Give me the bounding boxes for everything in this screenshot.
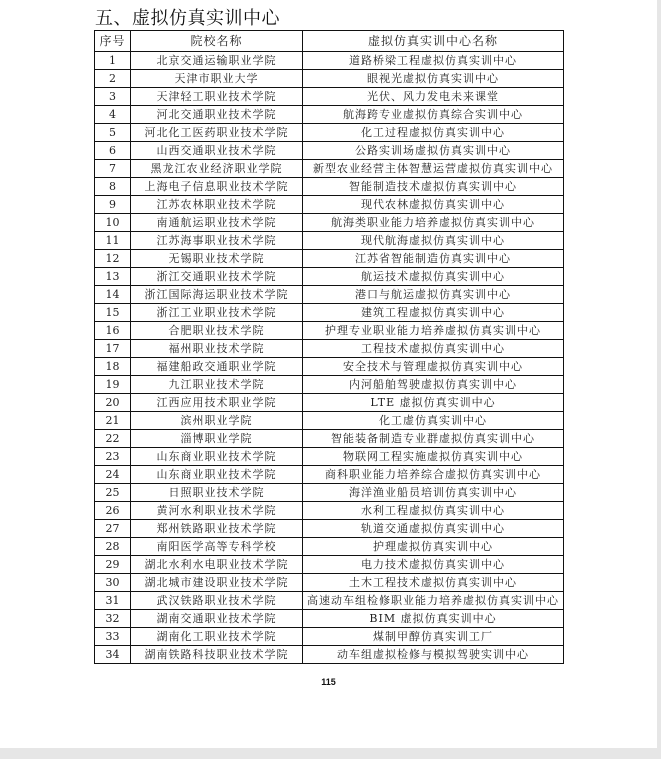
table-row: [95, 70, 564, 88]
school-cell: 浙江工业职业技术学院: [131, 304, 303, 322]
center-cell: 航海跨专业虚拟仿真综合实训中心: [303, 106, 564, 124]
center-cell: 航运技术虚拟仿真实训中心: [303, 268, 564, 286]
index-cell: 28: [95, 538, 131, 556]
center-cell: 水利工程虚拟仿真实训中心: [303, 502, 564, 520]
center-cell: 煤制甲醇仿真实训工厂: [303, 628, 564, 646]
center-cell: 护理虚拟仿真实训中心: [303, 538, 564, 556]
school-cell: 南通航运职业技术学院: [131, 214, 303, 232]
index-cell: 21: [95, 412, 131, 430]
table-row: [95, 646, 564, 664]
index-cell: 17: [95, 340, 131, 358]
index-cell: 19: [95, 376, 131, 394]
index-cell: 31: [95, 592, 131, 610]
index-cell: 9: [95, 196, 131, 214]
school-cell: 湖南化工职业技术学院: [131, 628, 303, 646]
table-row: [95, 394, 564, 412]
table-row: [95, 592, 564, 610]
table-row: [95, 214, 564, 232]
center-cell: 航海类职业能力培养虚拟仿真实训中心: [303, 214, 564, 232]
table-header-row: [95, 31, 564, 52]
table-row: [95, 322, 564, 340]
school-cell: 浙江国际海运职业技术学院: [131, 286, 303, 304]
school-cell: 郑州铁路职业技术学院: [131, 520, 303, 538]
table-row: [95, 502, 564, 520]
school-cell: 山西交通职业技术学院: [131, 142, 303, 160]
header-index: 序号: [95, 31, 131, 52]
index-cell: 12: [95, 250, 131, 268]
table-row: [95, 142, 564, 160]
index-cell: 20: [95, 394, 131, 412]
table-row: [95, 178, 564, 196]
school-cell: 山东商业职业技术学院: [131, 466, 303, 484]
center-cell: 智能制造技术虚拟仿真实训中心: [303, 178, 564, 196]
section-title: 五、虚拟仿真实训中心: [95, 8, 280, 29]
table-row: [95, 538, 564, 556]
school-cell: 上海电子信息职业技术学院: [131, 178, 303, 196]
school-cell: 南阳医学高等专科学校: [131, 538, 303, 556]
school-cell: 江苏农林职业技术学院: [131, 196, 303, 214]
table-row: [95, 340, 564, 358]
index-cell: 15: [95, 304, 131, 322]
school-cell: 湖南交通职业技术学院: [131, 610, 303, 628]
school-cell: 浙江交通职业技术学院: [131, 268, 303, 286]
school-cell: 黑龙江农业经济职业学院: [131, 160, 303, 178]
index-cell: 11: [95, 232, 131, 250]
school-cell: 天津市职业大学: [131, 70, 303, 88]
table-row: [95, 484, 564, 502]
table-row: [95, 628, 564, 646]
table-row: [95, 250, 564, 268]
index-cell: 1: [95, 52, 131, 70]
school-cell: 淄博职业学院: [131, 430, 303, 448]
school-cell: 无锡职业技术学院: [131, 250, 303, 268]
page-number: 115: [321, 677, 336, 687]
table-row: [95, 466, 564, 484]
index-cell: 30: [95, 574, 131, 592]
school-cell: 福州职业技术学院: [131, 340, 303, 358]
center-cell: 物联网工程实施虚拟仿真实训中心: [303, 448, 564, 466]
school-cell: 日照职业技术学院: [131, 484, 303, 502]
table-row: [95, 448, 564, 466]
table-row: [95, 268, 564, 286]
table-row: [95, 358, 564, 376]
table-row: [95, 520, 564, 538]
school-cell: 福建船政交通职业学院: [131, 358, 303, 376]
school-cell: 九江职业技术学院: [131, 376, 303, 394]
center-cell: 商科职业能力培养综合虚拟仿真实训中心: [303, 466, 564, 484]
index-cell: 27: [95, 520, 131, 538]
center-cell: 轨道交通虚拟仿真实训中心: [303, 520, 564, 538]
center-cell: 光伏、风力发电未来课堂: [303, 88, 564, 106]
school-cell: 黄河水利职业技术学院: [131, 502, 303, 520]
center-cell: 江苏省智能制造仿真实训中心: [303, 250, 564, 268]
index-cell: 10: [95, 214, 131, 232]
center-cell: 眼视光虚拟仿真实训中心: [303, 70, 564, 88]
school-cell: 江西应用技术职业学院: [131, 394, 303, 412]
school-cell: 湖北水利水电职业技术学院: [131, 556, 303, 574]
center-cell: 护理专业职业能力培养虚拟仿真实训中心: [303, 322, 564, 340]
index-cell: 6: [95, 142, 131, 160]
center-cell: 公路实训场虚拟仿真实训中心: [303, 142, 564, 160]
index-cell: 4: [95, 106, 131, 124]
index-cell: 7: [95, 160, 131, 178]
index-cell: 23: [95, 448, 131, 466]
table-row: [95, 574, 564, 592]
table-row: [95, 52, 564, 70]
index-cell: 32: [95, 610, 131, 628]
table-row: [95, 196, 564, 214]
header-school: 院校名称: [131, 31, 303, 52]
index-cell: 25: [95, 484, 131, 502]
index-cell: 2: [95, 70, 131, 88]
index-cell: 33: [95, 628, 131, 646]
table-row: [95, 232, 564, 250]
header-center: 虚拟仿真实训中心名称: [303, 31, 564, 52]
index-cell: 16: [95, 322, 131, 340]
center-cell: 安全技术与管理虚拟仿真实训中心: [303, 358, 564, 376]
table-row: [95, 160, 564, 178]
index-cell: 26: [95, 502, 131, 520]
index-cell: 22: [95, 430, 131, 448]
index-cell: 14: [95, 286, 131, 304]
center-cell: 新型农业经营主体智慧运营虚拟仿真实训中心: [303, 160, 564, 178]
table-row: [95, 88, 564, 106]
index-cell: 13: [95, 268, 131, 286]
center-cell: BIM 虚拟仿真实训中心: [303, 610, 564, 628]
center-cell: 道路桥梁工程虚拟仿真实训中心: [303, 52, 564, 70]
table-row: [95, 376, 564, 394]
center-cell: 现代航海虚拟仿真实训中心: [303, 232, 564, 250]
table-row: [95, 286, 564, 304]
table-row: [95, 124, 564, 142]
school-cell: 河北交通职业技术学院: [131, 106, 303, 124]
center-cell: 内河船舶驾驶虚拟仿真实训中心: [303, 376, 564, 394]
index-cell: 34: [95, 646, 131, 664]
table-row: [95, 106, 564, 124]
table-row: [95, 304, 564, 322]
center-cell: LTE 虚拟仿真实训中心: [303, 394, 564, 412]
center-cell: 动车组虚拟检修与模拟驾驶实训中心: [303, 646, 564, 664]
center-cell: 海洋渔业船员培训仿真实训中心: [303, 484, 564, 502]
center-cell: 港口与航运虚拟仿真实训中心: [303, 286, 564, 304]
index-cell: 29: [95, 556, 131, 574]
school-cell: 滨州职业学院: [131, 412, 303, 430]
center-cell: 电力技术虚拟仿真实训中心: [303, 556, 564, 574]
table-row: [95, 556, 564, 574]
index-cell: 8: [95, 178, 131, 196]
center-cell: 现代农林虚拟仿真实训中心: [303, 196, 564, 214]
index-cell: 3: [95, 88, 131, 106]
school-cell: 湖南铁路科技职业技术学院: [131, 646, 303, 664]
index-cell: 24: [95, 466, 131, 484]
center-cell: 工程技术虚拟仿真实训中心: [303, 340, 564, 358]
table-row: [95, 430, 564, 448]
center-cell: 化工过程虚拟仿真实训中心: [303, 124, 564, 142]
center-cell: 智能装备制造专业群虚拟仿真实训中心: [303, 430, 564, 448]
school-cell: 合肥职业技术学院: [131, 322, 303, 340]
center-cell: 高速动车组检修职业能力培养虚拟仿真实训中心: [303, 592, 564, 610]
table-row: [95, 412, 564, 430]
school-cell: 湖北城市建设职业技术学院: [131, 574, 303, 592]
school-cell: 河北化工医药职业技术学院: [131, 124, 303, 142]
center-cell: 化工虚仿真实训中心: [303, 412, 564, 430]
school-cell: 北京交通运输职业学院: [131, 52, 303, 70]
index-cell: 18: [95, 358, 131, 376]
center-cell: 土木工程技术虚拟仿真实训中心: [303, 574, 564, 592]
school-cell: 山东商业职业技术学院: [131, 448, 303, 466]
school-cell: 武汉铁路职业技术学院: [131, 592, 303, 610]
index-cell: 5: [95, 124, 131, 142]
table-row: [95, 610, 564, 628]
school-cell: 天津轻工职业技术学院: [131, 88, 303, 106]
school-cell: 江苏海事职业技术学院: [131, 232, 303, 250]
center-cell: 建筑工程虚拟仿真实训中心: [303, 304, 564, 322]
training-center-table: [94, 30, 564, 664]
